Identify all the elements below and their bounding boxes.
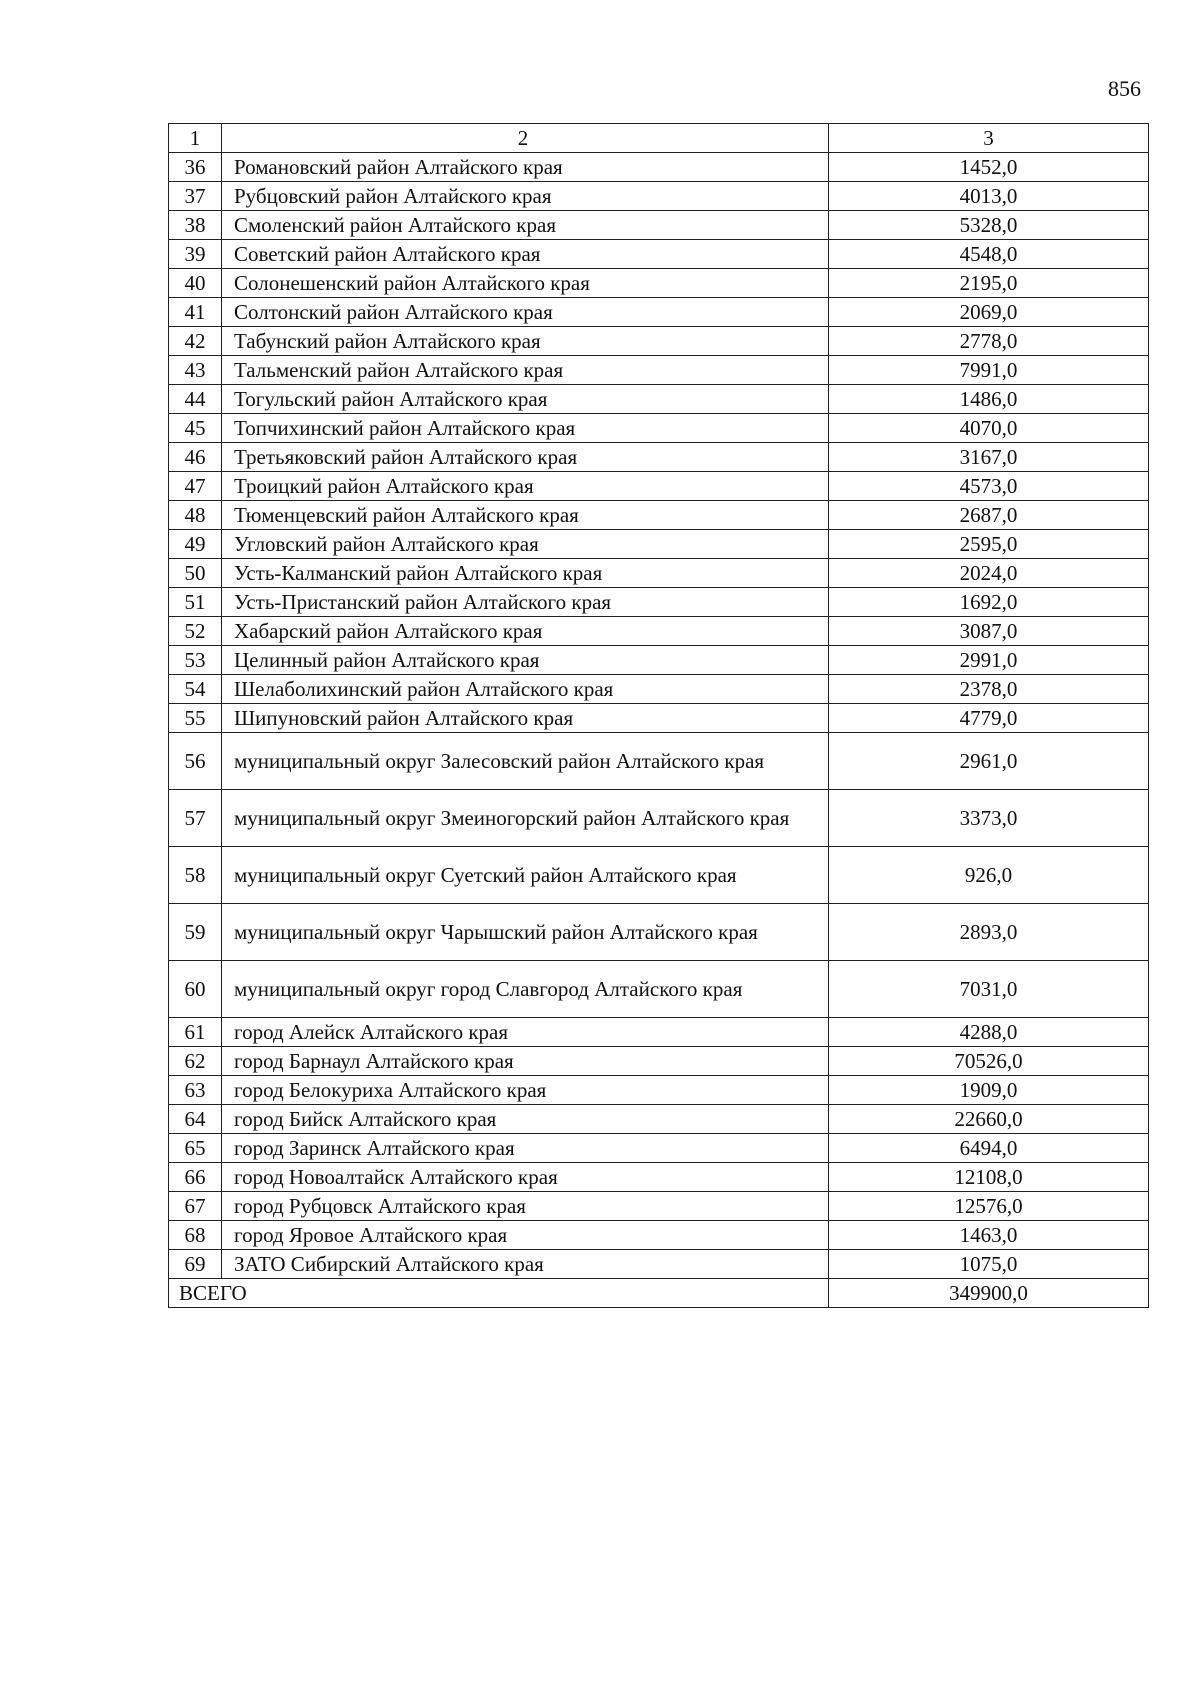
row-number-cell: 68 [169,1221,222,1250]
amount-cell: 2991,0 [829,646,1149,675]
amount-cell: 4548,0 [829,240,1149,269]
table-row [169,1076,1149,1105]
municipality-name-cell: город Новоалтайск Алтайского края [222,1163,829,1192]
municipality-name-cell: Хабарский район Алтайского края [222,617,829,646]
row-number-cell: 60 [169,961,222,1018]
amount-cell: 4573,0 [829,472,1149,501]
municipality-name-cell: город Заринск Алтайского края [222,1134,829,1163]
table-row [169,356,1149,385]
municipality-name-cell: Солонешенский район Алтайского края [222,269,829,298]
municipality-name-cell: Усть-Пристанский район Алтайского края [222,588,829,617]
table-row [169,443,1149,472]
row-number-cell: 44 [169,385,222,414]
amount-cell: 2069,0 [829,298,1149,327]
table-row [169,182,1149,211]
amount-cell: 5328,0 [829,211,1149,240]
row-number-cell: 40 [169,269,222,298]
table-row [169,617,1149,646]
amount-cell: 7991,0 [829,356,1149,385]
page-number: 856 [1108,76,1141,101]
amount-cell: 3087,0 [829,617,1149,646]
row-number-cell: 42 [169,327,222,356]
table-row [169,904,1149,961]
allocation-table [168,123,1149,1308]
table-row [169,1163,1149,1192]
municipality-name-cell: Усть-Калманский район Алтайского края [222,559,829,588]
municipality-name-cell: Шипуновский район Алтайского края [222,704,829,733]
municipality-name-cell: муниципальный округ Чарышский район Алтайского края [222,904,829,961]
row-number-cell: 53 [169,646,222,675]
municipality-name-cell: Целинный район Алтайского края [222,646,829,675]
amount-cell: 6494,0 [829,1134,1149,1163]
amount-cell: 2595,0 [829,530,1149,559]
amount-cell: 2195,0 [829,269,1149,298]
table-row [169,298,1149,327]
amount-cell: 3167,0 [829,443,1149,472]
table-row [169,646,1149,675]
table-row [169,675,1149,704]
amount-cell: 2687,0 [829,501,1149,530]
row-number-cell: 64 [169,1105,222,1134]
table-row [169,704,1149,733]
table-row [169,1047,1149,1076]
table-row [169,240,1149,269]
municipality-name-cell: Топчихинский район Алтайского края [222,414,829,443]
table-row [169,1105,1149,1134]
row-number-cell: 49 [169,530,222,559]
row-number-cell: 45 [169,414,222,443]
amount-cell: 2778,0 [829,327,1149,356]
row-number-cell: 62 [169,1047,222,1076]
amount-cell: 12576,0 [829,1192,1149,1221]
row-number-cell: 54 [169,675,222,704]
amount-cell: 1452,0 [829,153,1149,182]
table-row [169,501,1149,530]
table-row [169,1250,1149,1279]
municipality-name-cell: Табунский район Алтайского края [222,327,829,356]
table-row [169,530,1149,559]
table-row [169,847,1149,904]
row-number-cell: 67 [169,1192,222,1221]
column-header-2: 2 [222,124,829,153]
row-number-cell: 65 [169,1134,222,1163]
municipality-name-cell: Троицкий район Алтайского края [222,472,829,501]
municipality-name-cell: Романовский район Алтайского края [222,153,829,182]
municipality-name-cell: муниципальный округ Змеиногорский район Алтайского края [222,790,829,847]
amount-cell: 1486,0 [829,385,1149,414]
municipality-name-cell: муниципальный округ город Славгород Алтайского края [222,961,829,1018]
amount-cell: 22660,0 [829,1105,1149,1134]
row-number-cell: 46 [169,443,222,472]
amount-cell: 2378,0 [829,675,1149,704]
row-number-cell: 66 [169,1163,222,1192]
amount-cell: 4779,0 [829,704,1149,733]
municipality-name-cell: Угловский район Алтайского края [222,530,829,559]
table-header-row [169,124,1149,153]
row-number-cell: 47 [169,472,222,501]
municipality-name-cell: город Белокуриха Алтайского края [222,1076,829,1105]
amount-cell: 3373,0 [829,790,1149,847]
row-number-cell: 57 [169,790,222,847]
total-label-cell: ВСЕГО [169,1279,829,1308]
total-amount-cell: 349900,0 [829,1279,1149,1308]
table-row [169,961,1149,1018]
row-number-cell: 37 [169,182,222,211]
municipality-name-cell: муниципальный округ Залесовский район Алтайского края [222,733,829,790]
municipality-name-cell: Тюменцевский район Алтайского края [222,501,829,530]
amount-cell: 1075,0 [829,1250,1149,1279]
amount-cell: 70526,0 [829,1047,1149,1076]
row-number-cell: 56 [169,733,222,790]
table-row [169,327,1149,356]
municipality-name-cell: Смоленский район Алтайского края [222,211,829,240]
table-row [169,414,1149,443]
amount-cell: 4013,0 [829,182,1149,211]
municipality-name-cell: Тальменский район Алтайского края [222,356,829,385]
row-number-cell: 36 [169,153,222,182]
table-row [169,269,1149,298]
municipality-name-cell: город Бийск Алтайского края [222,1105,829,1134]
amount-cell: 12108,0 [829,1163,1149,1192]
municipality-name-cell: город Яровое Алтайского края [222,1221,829,1250]
municipality-name-cell: город Алейск Алтайского края [222,1018,829,1047]
table-row [169,733,1149,790]
municipality-name-cell: Тогульский район Алтайского края [222,385,829,414]
amount-cell: 2893,0 [829,904,1149,961]
column-header-1: 1 [169,124,222,153]
column-header-3: 3 [829,124,1149,153]
row-number-cell: 63 [169,1076,222,1105]
row-number-cell: 41 [169,298,222,327]
table-row [169,1221,1149,1250]
row-number-cell: 50 [169,559,222,588]
amount-cell: 926,0 [829,847,1149,904]
amount-cell: 2961,0 [829,733,1149,790]
amount-cell: 1692,0 [829,588,1149,617]
table-row [169,211,1149,240]
amount-cell: 2024,0 [829,559,1149,588]
table-row [169,1134,1149,1163]
table-body [169,124,1149,1308]
row-number-cell: 43 [169,356,222,385]
table-row [169,1192,1149,1221]
total-row [169,1279,1149,1308]
row-number-cell: 58 [169,847,222,904]
amount-cell: 4288,0 [829,1018,1149,1047]
table-row [169,588,1149,617]
row-number-cell: 39 [169,240,222,269]
amount-cell: 7031,0 [829,961,1149,1018]
row-number-cell: 61 [169,1018,222,1047]
municipality-name-cell: Третьяковский район Алтайского края [222,443,829,472]
table-row [169,790,1149,847]
table-row [169,153,1149,182]
municipality-name-cell: Рубцовский район Алтайского края [222,182,829,211]
municipality-name-cell: город Рубцовск Алтайского края [222,1192,829,1221]
municipality-name-cell: ЗАТО Сибирский Алтайского края [222,1250,829,1279]
table-row [169,559,1149,588]
table-row [169,1018,1149,1047]
municipality-name-cell: муниципальный округ Суетский район Алтайского края [222,847,829,904]
amount-cell: 1463,0 [829,1221,1149,1250]
municipality-name-cell: Солтонский район Алтайского края [222,298,829,327]
municipality-name-cell: Шелаболихинский район Алтайского края [222,675,829,704]
row-number-cell: 48 [169,501,222,530]
row-number-cell: 38 [169,211,222,240]
amount-cell: 1909,0 [829,1076,1149,1105]
table-row [169,472,1149,501]
row-number-cell: 51 [169,588,222,617]
row-number-cell: 52 [169,617,222,646]
amount-cell: 4070,0 [829,414,1149,443]
row-number-cell: 59 [169,904,222,961]
table-row [169,385,1149,414]
row-number-cell: 55 [169,704,222,733]
row-number-cell: 69 [169,1250,222,1279]
municipality-name-cell: Советский район Алтайского края [222,240,829,269]
municipality-name-cell: город Барнаул Алтайского края [222,1047,829,1076]
